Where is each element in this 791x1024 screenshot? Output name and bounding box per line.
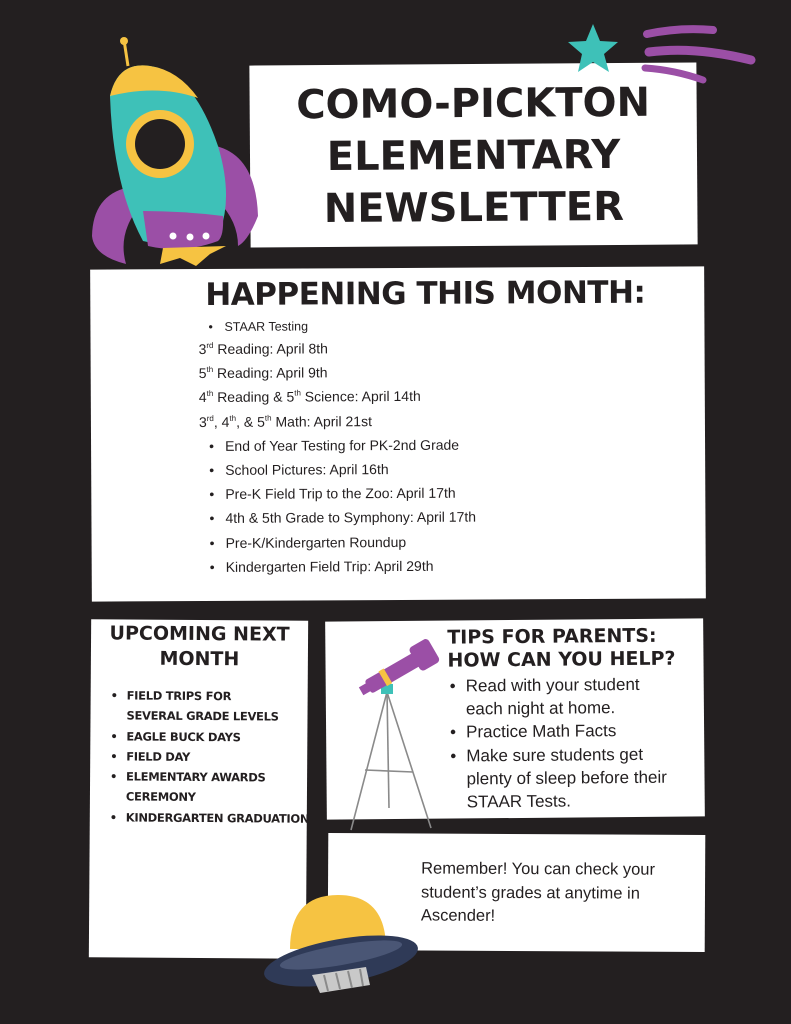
- event-text: Reading: April 8th: [213, 340, 328, 357]
- list-item: • School Pictures: April 16th: [199, 457, 476, 483]
- grade-number: 5: [198, 365, 207, 382]
- list-item: • Kindergarten Field Trip: April 29th: [200, 553, 477, 579]
- event-text: Science: April 14th: [300, 388, 421, 405]
- title-line-3: NEWSLETTER: [323, 183, 625, 233]
- upcoming-heading: [91, 621, 308, 673]
- ordinal-suffix: rd: [206, 340, 214, 351]
- list-item: • Practice Math Facts: [446, 719, 696, 744]
- upcoming-heading-line-2: MONTH: [159, 647, 240, 671]
- event-text: Reading: April 9th: [213, 364, 328, 382]
- list-item: • ELEMENTARY AWARDS CEREMONY: [108, 767, 276, 809]
- list-item-staar: • STAAR Testing: [198, 316, 475, 337]
- event-text: Reading & 5: [213, 388, 295, 406]
- list-item: • FIELD DAY: [108, 746, 310, 768]
- upcoming-list: [108, 685, 310, 828]
- ordinal-suffix: th: [294, 388, 301, 398]
- tips-heading-line-2: HOW CAN YOU HELP?: [447, 647, 676, 672]
- upcoming-heading-line-1: UPCOMING NEXT: [109, 622, 290, 646]
- reminder-text: Remember! You can check your student’s grades at anytime in Ascender!: [420, 859, 656, 925]
- happening-list: [198, 316, 476, 579]
- list-item: • Pre-K/Kindergarten Roundup: [200, 529, 477, 555]
- event-text: Math: April 21st: [271, 412, 373, 430]
- happening-panel: [90, 266, 706, 601]
- tips-list: [446, 672, 697, 813]
- list-item: • Pre-K Field Trip to the Zoo: April 17th: [199, 481, 476, 507]
- list-item-reading-5: [199, 360, 476, 386]
- title-line-2: ELEMENTARY: [326, 131, 621, 181]
- list-item-math: [199, 408, 476, 434]
- title-line-1: COMO-PICKTON: [296, 79, 651, 129]
- ufo-icon: [262, 893, 422, 1003]
- tips-heading-line-1: TIPS FOR PARENTS:: [447, 624, 657, 649]
- star-icon: [565, 22, 765, 92]
- list-item: • EAGLE BUCK DAYS: [108, 726, 310, 748]
- rocket-icon: [88, 36, 268, 266]
- ordinal-suffix: th: [206, 389, 214, 399]
- event-text: , & 5: [236, 413, 265, 430]
- telescope-icon: [345, 630, 445, 835]
- happening-heading: HAPPENING THIS MONTH:: [205, 274, 646, 314]
- grade-number: 4: [198, 389, 207, 406]
- list-item: • Make sure students get plenty of sleep before their STAAR Tests.: [446, 742, 677, 814]
- list-item: • FIELD TRIPS FOR SEVERAL GRADE LEVELS: [108, 685, 281, 727]
- ordinal-suffix: th: [264, 413, 272, 423]
- list-item: • Read with your student each night at home.: [446, 673, 656, 721]
- event-text: , 4: [213, 413, 230, 430]
- ordinal-suffix: rd: [206, 413, 214, 423]
- list-item-reading-science: [199, 384, 476, 410]
- newsletter-title: [249, 76, 697, 235]
- tips-heading: [447, 625, 675, 673]
- ordinal-suffix: th: [229, 413, 237, 423]
- list-item-reading-3: [198, 336, 475, 362]
- ordinal-suffix: th: [206, 365, 214, 375]
- grade-number: 3: [198, 341, 207, 358]
- grade-number: 3: [198, 413, 207, 430]
- list-item: • 4th & 5th Grade to Symphony: April 17th: [199, 505, 476, 531]
- list-item: • KINDERGARTEN GRADUATION: [108, 807, 310, 829]
- list-item: • End of Year Testing for PK-2nd Grade: [199, 432, 476, 458]
